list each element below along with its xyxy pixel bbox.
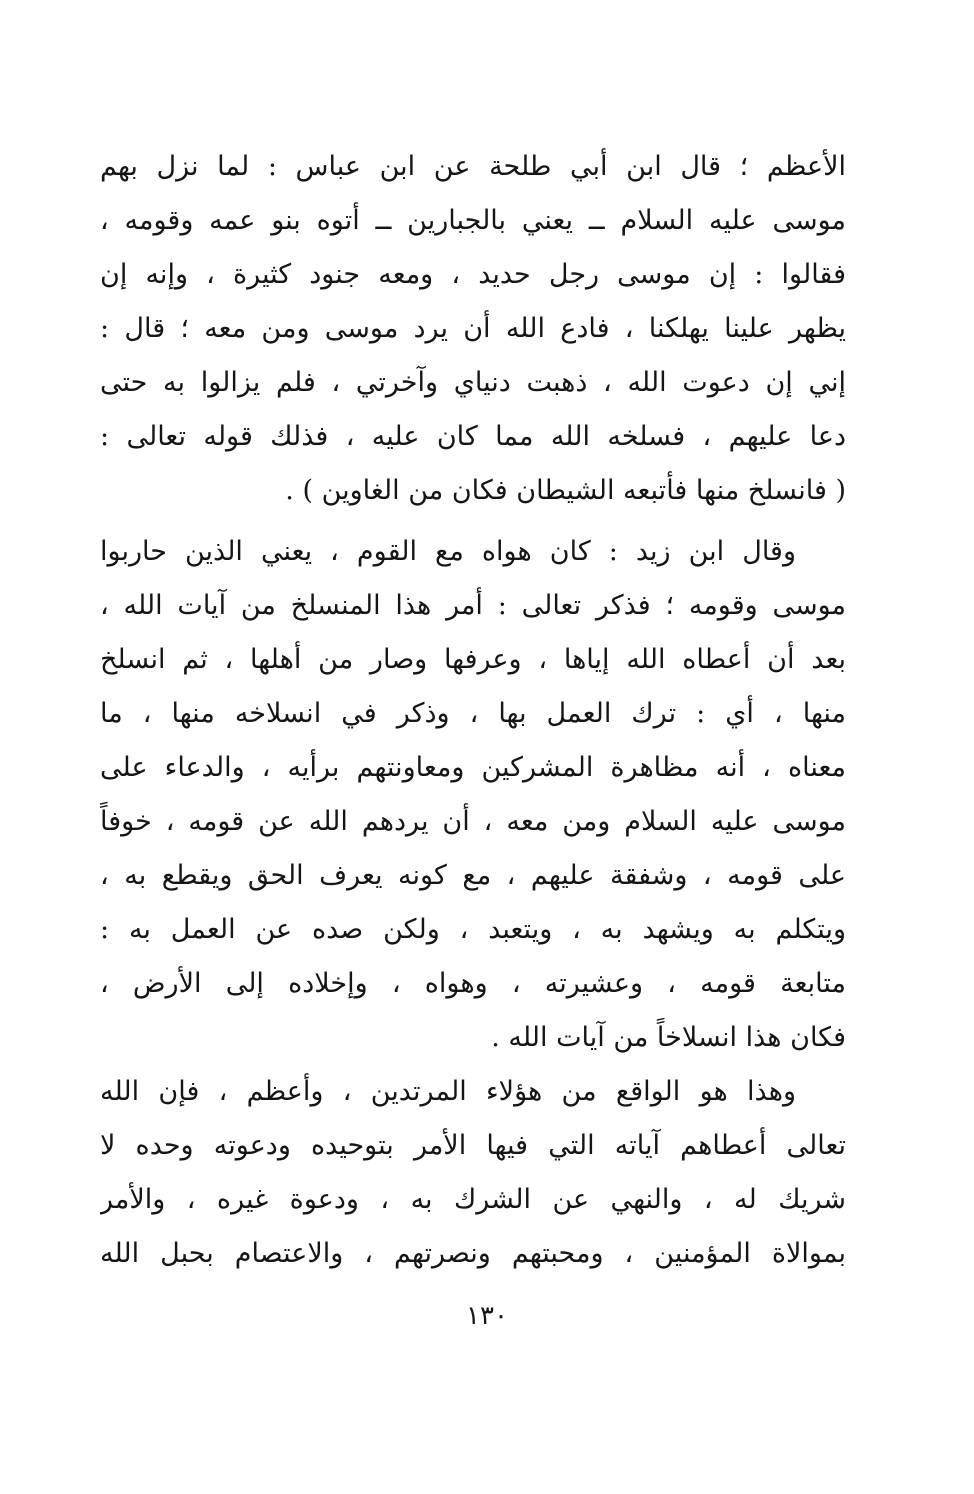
text-line: موسى عليه السلام ومن معه ، أن يردهم الله عن قومه ، خوفاً <box>100 806 846 837</box>
text-line: الأعظم ؛ قال ابن أبي طلحة عن ابن عباس : لما نزل بهم <box>100 151 846 182</box>
text-line: متابعة قومه ، وعشيرته ، وهواه ، وإخلاده إلى الأرض ، <box>100 968 846 999</box>
text-line: فقالوا : إن موسى رجل حديد ، ومعه جنود كثيرة ، وإنه إن <box>100 259 846 290</box>
text-line: دعا عليهم ، فسلخه الله مما كان عليه ، فذلك قوله تعالى : <box>100 421 846 452</box>
text-line: موسى عليه السلام ــ يعني بالجبارين ــ أتوه بنو عمه وقومه ، <box>100 205 846 236</box>
paragraph-3 <box>100 1065 846 1281</box>
text-line: منها ، أي : ترك العمل بها ، وذكر في انسلاخه منها ، ما <box>100 698 846 729</box>
text-line: يظهر علينا يهلكنا ، فادع الله أن يرد موسى ومن معه ؛ قال : <box>100 313 846 344</box>
paragraph-2 <box>100 525 846 1065</box>
text-line: على قومه ، وشفقة عليهم ، مع كونه يعرف الحق ويقطع به ، <box>100 860 846 891</box>
text-line: ( فانسلخ منها فأتبعه الشيطان فكان من الغاوين ) . <box>285 475 846 506</box>
text-line: وقال ابن زيد : كان هواه مع القوم ، يعني الذين حاربوا <box>100 536 796 567</box>
text-line: بعد أن أعطاه الله إياها ، وعرفها وصار من أهلها ، ثم انسلخ <box>100 644 846 675</box>
text-line: شريك له ، والنهي عن الشرك به ، ودعوة غيره ، والأمر <box>100 1184 846 1215</box>
text-line: إني إن دعوت الله ، ذهبت دنياي وآخرتي ، فلم يزالوا به حتى <box>100 367 846 398</box>
text-line: موسى وقومه ؛ فذكر تعالى : أمر هذا المنسلخ من آيات الله ، <box>100 590 846 621</box>
page-number: ١٣٠ <box>466 1301 508 1331</box>
paragraph-1 <box>100 140 846 518</box>
text-line: وهذا هو الواقع من هؤلاء المرتدين ، وأعظم ، فإن الله <box>100 1076 796 1107</box>
text-line: فكان هذا انسلاخاً من آيات الله . <box>491 1022 846 1053</box>
text-line: ويتكلم به ويشهد به ، ويتعبد ، ولكن صده عن العمل به : <box>100 914 846 945</box>
text-line: معناه ، أنه مظاهرة المشركين ومعاونتهم برأيه ، والدعاء على <box>100 752 846 783</box>
text-line: تعالى أعطاهم آياته التي فيها الأمر بتوحيده ودعوته وحده لا <box>100 1130 846 1161</box>
text-line: بموالاة المؤمنين ، ومحبتهم ونصرتهم ، والاعتصام بحبل الله <box>100 1238 846 1269</box>
